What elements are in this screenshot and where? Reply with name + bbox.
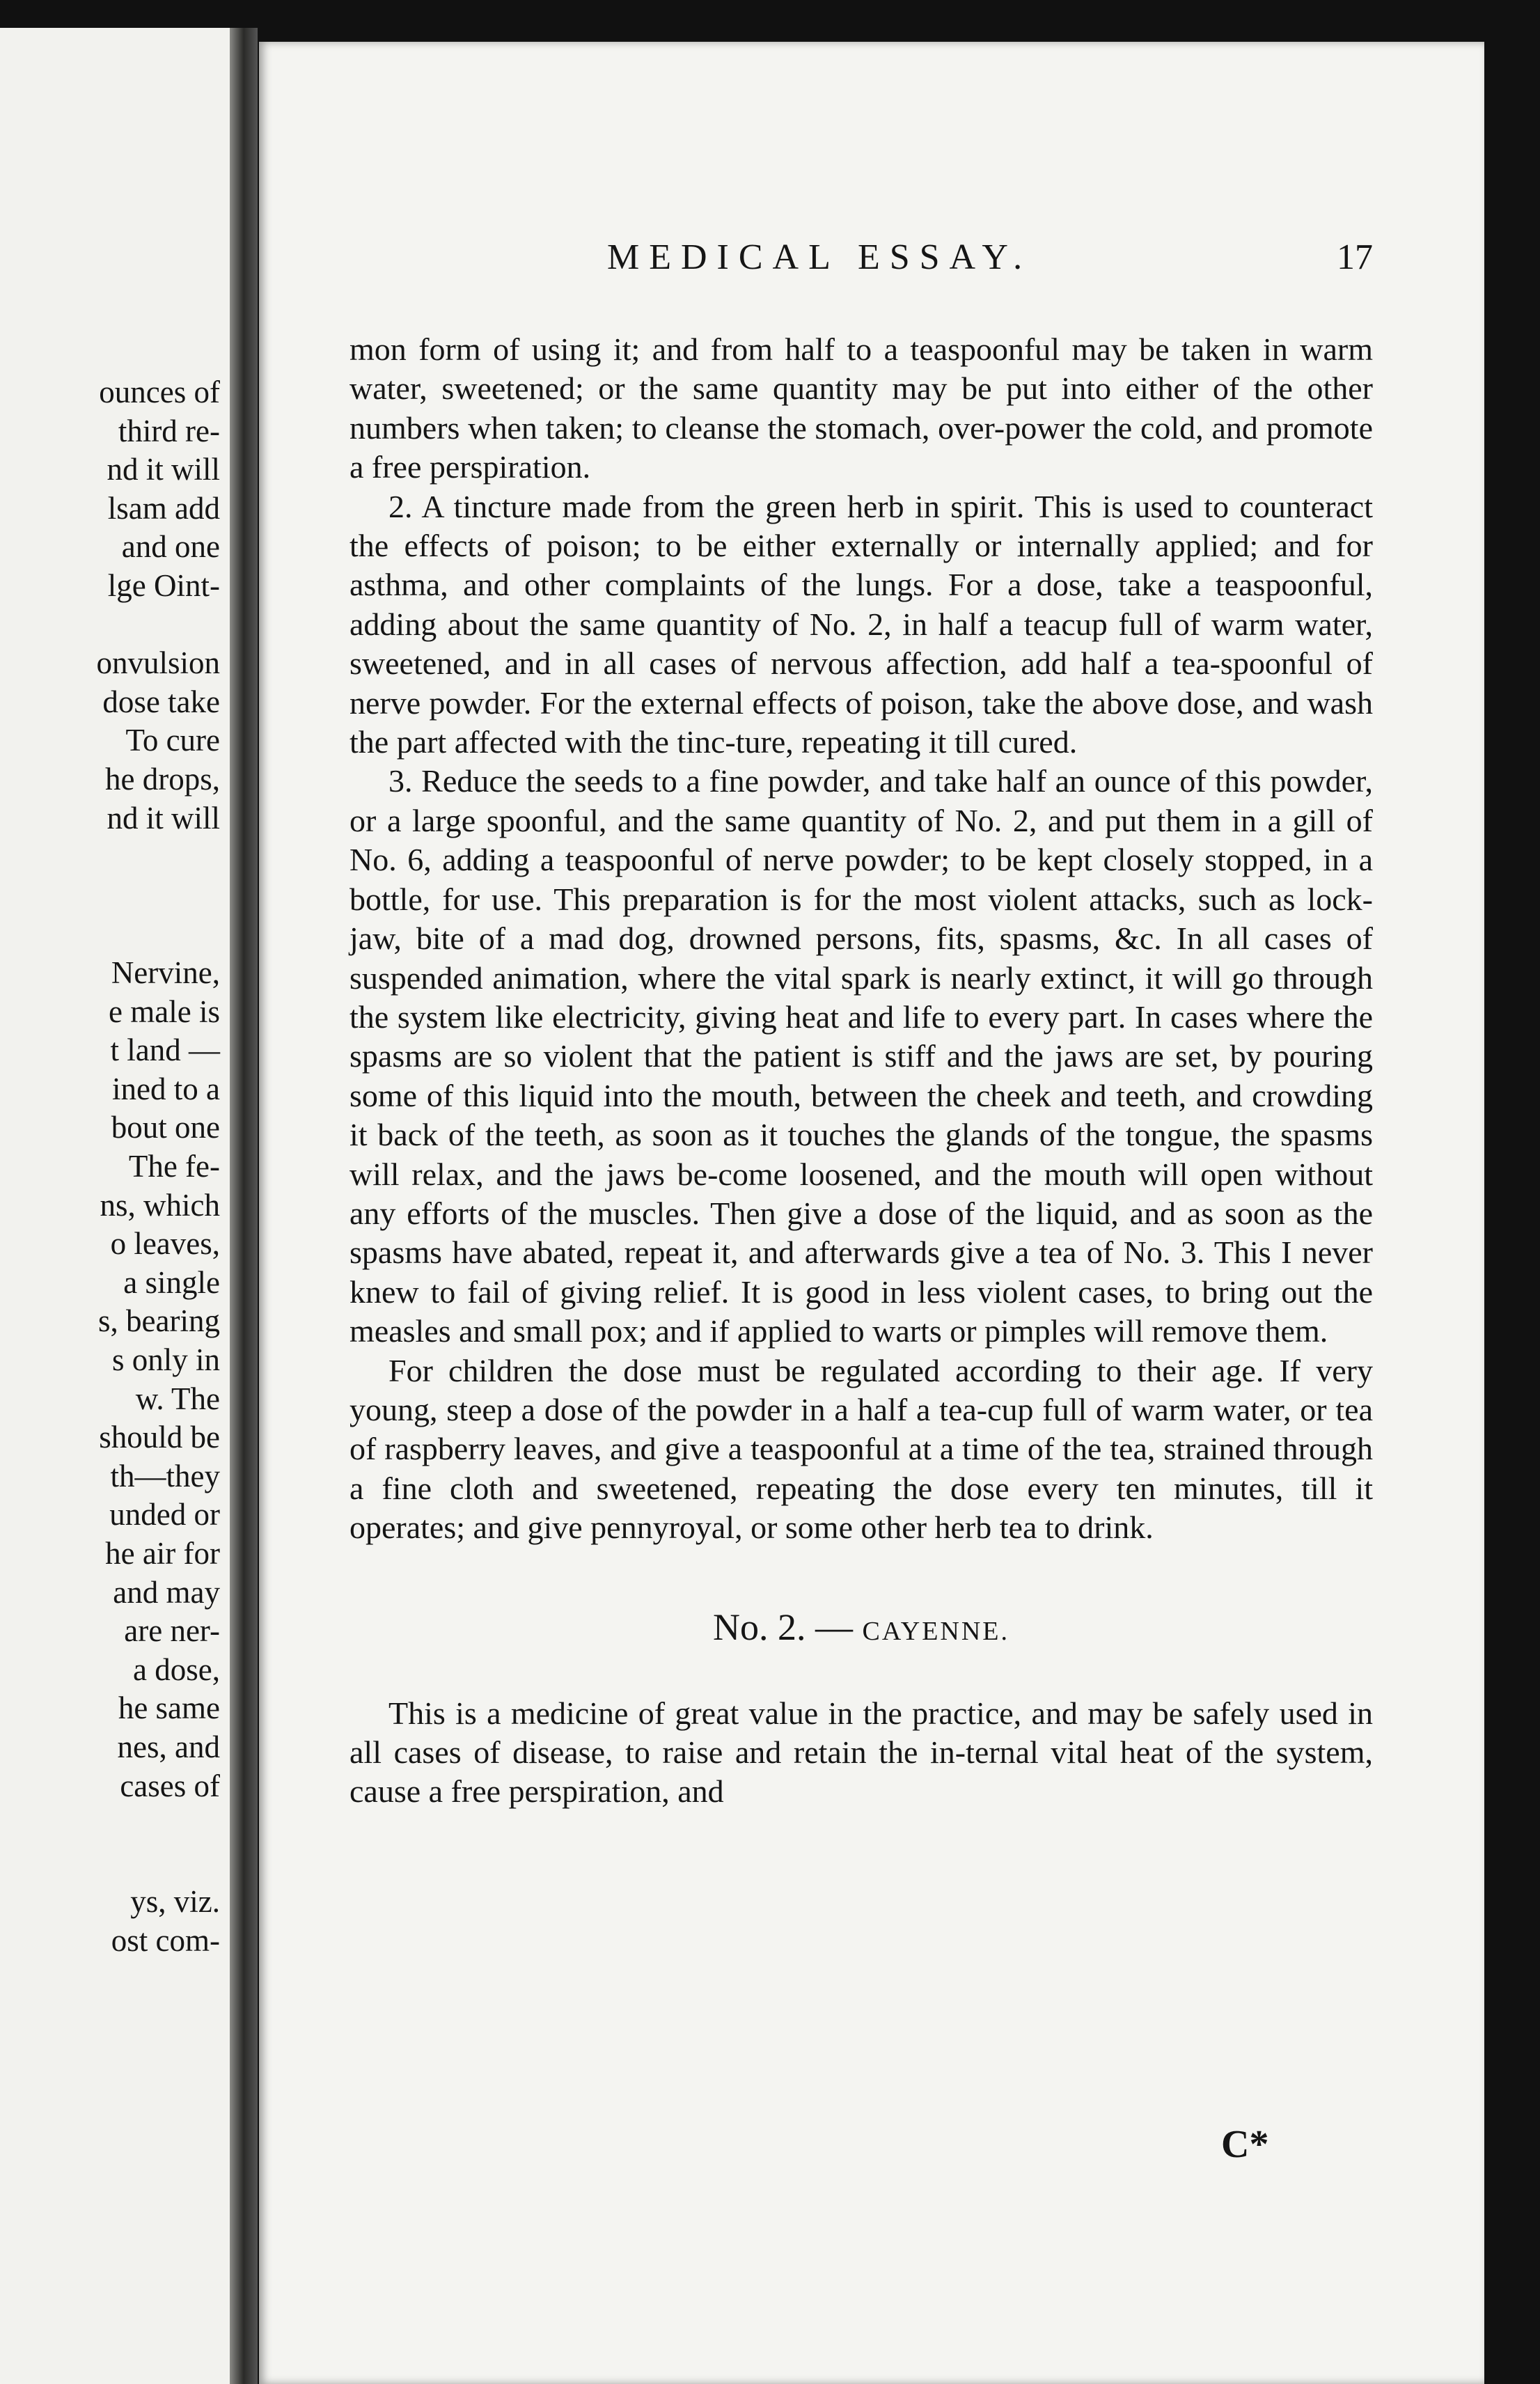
left-page-line: ined to a bbox=[112, 1071, 220, 1106]
left-page-line: w. The bbox=[135, 1381, 220, 1416]
left-page-line: third re- bbox=[118, 413, 220, 448]
book-gutter bbox=[230, 28, 258, 2384]
left-page-line: nes, and bbox=[117, 1730, 220, 1764]
left-page-line: To cure bbox=[125, 723, 220, 758]
section-number: No. 2. — bbox=[712, 1606, 853, 1648]
left-page-line: lsam add bbox=[107, 490, 220, 526]
left-page-line: ns, which bbox=[100, 1187, 220, 1223]
section-name: CAYENNE. bbox=[862, 1616, 1010, 1646]
left-page-line: ost com- bbox=[111, 1923, 220, 1958]
section-heading bbox=[349, 1606, 1373, 1652]
left-page-line: bout one bbox=[111, 1110, 220, 1145]
left-page-line: are ner- bbox=[124, 1613, 220, 1649]
paragraph-continued: mon form of using it; and from half to a teaspoonful may be taken in warm water, sweetened; or the same quantity may be put into either of the other numbers when taken; to cleanse the stomach, over-power the cold, and promote a free perspiration. bbox=[349, 331, 1373, 485]
signature-mark: C* bbox=[1221, 2123, 1269, 2166]
left-page-line: he same bbox=[118, 1691, 220, 1726]
left-page-line: onvulsion bbox=[96, 645, 220, 681]
left-page-line: unded or bbox=[109, 1497, 220, 1532]
left-page-line: Nervine, bbox=[111, 955, 220, 990]
left-page-line: The fe- bbox=[128, 1149, 220, 1184]
left-page-line: ys, viz. bbox=[130, 1884, 220, 1920]
left-page-line: nd it will bbox=[107, 452, 220, 487]
left-page-line: nd it will bbox=[107, 800, 220, 836]
left-page-line: e male is bbox=[109, 994, 220, 1029]
left-page-line: o leaves, bbox=[110, 1226, 220, 1262]
left-page-line: th—they bbox=[110, 1458, 220, 1493]
left-page-line: cases of bbox=[120, 1768, 220, 1803]
left-page-line: dose take bbox=[102, 684, 220, 719]
left-page-line: lge Oint- bbox=[107, 568, 220, 603]
left-page-line: and one bbox=[121, 529, 220, 565]
previous-page-fragment bbox=[0, 28, 230, 2384]
paragraph-children-dose: For children the dose must be regulated according to their age. If very young, steep a dose of the powder in a half a tea-cup full of warm water, or tea of raspberry leaves, and give a teaspoonful at a time of the tea, strained through a fine cloth and sweetened, repeating the dose every ten minutes, till it operates; and give pennyroyal, or some other herb tea to drink. bbox=[349, 1352, 1373, 1546]
left-page-line: s only in bbox=[111, 1342, 220, 1377]
paragraph-seeds: 3. Reduce the seeds to a fine powder, and take half an ounce of this powder, or a large spoonful, and the same quantity of No. 2, and put them in a gill of No. 6, adding a teaspoonful of nerve powder; to be kept closely stopped, in a bottle, for use. This preparation is for the most violent attacks, such as lock-jaw, bite of a mad dog, drowned persons, fits, spasms, &c. In all cases of suspended animation, where the vital spark is nearly extinct, it will go through the system like electricity, giving heat and life to every part. In cases where the spasms are so violent that the patient is stiff and the jaws are set, by pouring some of this liquid into the mouth, between the cheek and teeth, and crowding it back of the teeth, as soon as it touches the glands of the tongue, the spasms will relax, and the jaws be-come loosened, and the mouth will open without any efforts of the muscles. Then give a dose of the liquid, and as soon as the spasms have abated, repeat it, and afterwards give a tea of No. 3. This I never knew to fail of giving relief. It is good in less violent cases, to bring out the measles and small pox; and if applied to warts or pimples will remove them. bbox=[349, 763, 1373, 1349]
paragraph-cayenne: This is a medicine of great value in the practice, and may be safely used in all cases of disease, to raise and retain the in-ternal vital heat of the system, cause a free perspiration, and bbox=[349, 1695, 1373, 1810]
left-page-line: ounces of bbox=[99, 375, 220, 409]
left-page-line: should be bbox=[99, 1420, 220, 1455]
page-number: 17 bbox=[1337, 237, 1373, 277]
left-page-line: a dose, bbox=[133, 1652, 220, 1687]
left-page-line: t land — bbox=[110, 1033, 220, 1068]
left-page-line: he drops, bbox=[105, 762, 220, 797]
left-page-line: and may bbox=[113, 1574, 220, 1610]
page-body bbox=[349, 330, 1373, 1812]
paragraph-tincture: 2. A tincture made from the green herb in spirit. This is used to counteract the effects of poison; to be either externally or internally applied; and for asthma, and other complaints of the lungs. For a dose, take a teaspoonful, adding about the same quantity of No. 2, in half a teacup full of warm water, sweetened, and in all cases of nervous affection, add half a tea-spoonful of nerve powder. For the external effects of poison, take the above dose, and wash the part affected with the tinc-ture, repeating it till cured. bbox=[349, 488, 1373, 760]
left-page-line: s, bearing bbox=[98, 1303, 220, 1339]
left-page-line: a single bbox=[123, 1264, 220, 1300]
running-header: MEDICAL ESSAY. bbox=[607, 237, 1032, 277]
left-page-line: he air for bbox=[105, 1536, 220, 1571]
book-page bbox=[259, 42, 1484, 2384]
